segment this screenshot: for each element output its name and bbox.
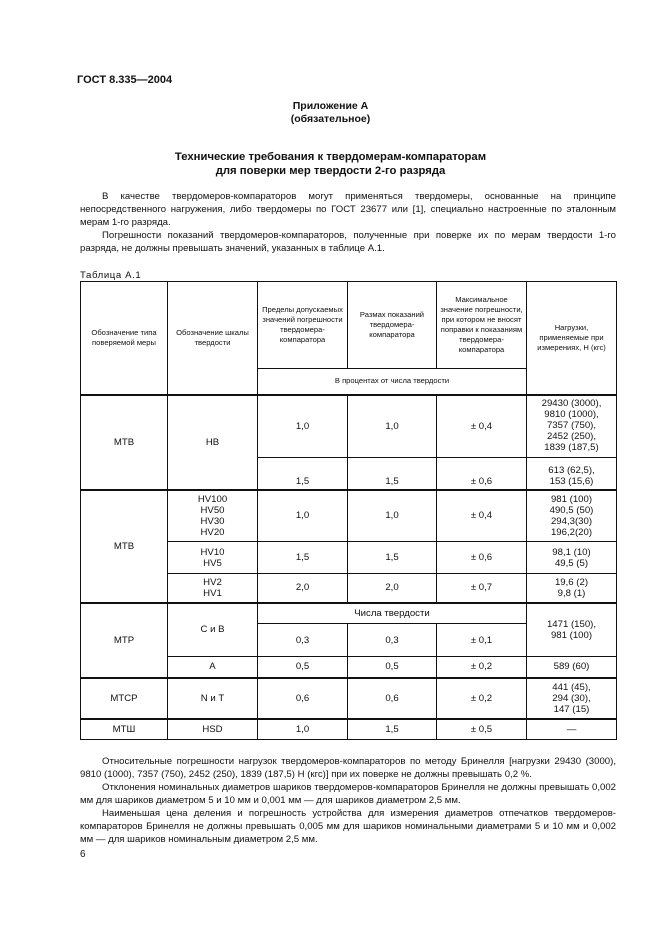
limit-cell: 1,0 (258, 490, 348, 542)
requirements-table (80, 281, 617, 740)
type-cell: МТСР (81, 678, 168, 719)
appendix-title: Приложение А (292, 100, 369, 112)
header-range: Размах показаний твердомера-компаратора (348, 282, 437, 369)
limit-cell: 2,0 (258, 574, 348, 603)
appendix-status: (обязательное) (290, 113, 371, 125)
scale-cell: А (168, 657, 258, 678)
range-cell: 1,5 (348, 542, 437, 574)
max-error-cell: ± 0,1 (437, 624, 527, 657)
document-standard-header: ГОСТ 8.335—2004 (77, 74, 173, 86)
section-title-line2: для поверки мер твердости 2-го разряда (215, 165, 446, 177)
section-title-line1: Технические требования к твердомерам-компараторам (174, 151, 487, 163)
intro-paragraph-2: Погрешности показаний твердомеров-компараторов, полученные при поверке их по мерам твердости 1-го разряда, не должны превышать значений, указанных в таблице А.1. (80, 230, 616, 254)
max-error-cell: ± 0,2 (437, 657, 527, 678)
unit-numbers: Числа твердости (258, 603, 527, 624)
header-scale: Обозначение шкалы твердости (168, 282, 258, 395)
scale-cell: N и T (168, 678, 258, 719)
loads-cell: 98,1 (10) 49,5 (5) (527, 542, 617, 574)
header-max-error: Максимальное значение погрешности, при котором не вносят поправки к показаниям твердомера-компаратора (437, 282, 527, 369)
table-row (81, 603, 617, 624)
header-loads: Нагрузки, применяемые при измерениях, Н (кгс) (527, 282, 617, 395)
type-cell: МТВ (81, 490, 168, 603)
header-type: Обозначение типа поверяемой меры (81, 282, 168, 395)
limit-cell: 1,5 (258, 458, 348, 490)
range-cell: 0,3 (348, 624, 437, 657)
table-row (81, 678, 617, 719)
range-cell: 1,0 (348, 395, 437, 458)
note-paragraph-1: Относительные погрешности нагрузок твердомеров-компараторов по методу Бринелля [нагрузки 29430 (3000), 9810 (1000), 7357 (750), 2452 (250), 1839 (187,5) Н (кгс)] при их поверке не должны превышать 0,2 %. (80, 756, 616, 780)
limit-cell: 1,0 (258, 395, 348, 458)
range-cell: 1,5 (348, 458, 437, 490)
range-cell: 0,5 (348, 657, 437, 678)
scale-cell: С и В (168, 603, 258, 657)
max-error-cell: ± 0,2 (437, 678, 527, 719)
max-error-cell: ± 0,4 (437, 490, 527, 542)
range-cell: 0,6 (348, 678, 437, 719)
type-cell: МТР (81, 603, 168, 678)
type-cell: МТШ (81, 719, 168, 740)
table-caption: Таблица А.1 (80, 270, 142, 281)
table-row (81, 719, 617, 740)
note-paragraph-2: Отклонения номинальных диаметров шариков твердомеров-компараторов Бринелля не должны превышать 0,002 мм для шариков диаметром 5 и 10 мм и 0,001 мм — для шариков диаметром 2,5 мм. (80, 782, 616, 806)
max-error-cell: ± 0,6 (437, 458, 527, 490)
unit-percent: В процентах от числа твердости (258, 369, 527, 395)
limit-cell: 0,3 (258, 624, 348, 657)
loads-cell: 613 (62,5), 153 (15,6) (527, 458, 617, 490)
range-cell: 1,0 (348, 490, 437, 542)
limit-cell: 0,5 (258, 657, 348, 678)
table-row (81, 490, 617, 542)
limit-cell: 0,6 (258, 678, 348, 719)
type-cell: МТВ (81, 395, 168, 490)
range-cell: 1,5 (348, 719, 437, 740)
max-error-cell: ± 0,4 (437, 395, 527, 458)
table-header-row (81, 282, 617, 369)
max-error-cell: ± 0,6 (437, 542, 527, 574)
page-number: 6 (80, 849, 86, 860)
table-row (81, 395, 617, 458)
scale-cell: HV10 HV5 (168, 542, 258, 574)
limit-cell: 1,0 (258, 719, 348, 740)
max-error-cell: ± 0,5 (437, 719, 527, 740)
scale-cell: HV2 HV1 (168, 574, 258, 603)
loads-cell: 981 (100) 490,5 (50) 294,3(30) 196,2(20) (527, 490, 617, 542)
scale-cell: HB (168, 395, 258, 490)
loads-cell: 441 (45), 294 (30), 147 (15) (527, 678, 617, 719)
loads-cell: 1471 (150), 981 (100) (527, 603, 617, 657)
loads-cell: 589 (60) (527, 657, 617, 678)
header-limits: Пределы допускаемых значений погрешности твердомера-компаратора (258, 282, 348, 369)
loads-cell: — (527, 719, 617, 740)
note-paragraph-3: Наименьшая цена деления и погрешность устройства для измерения диаметров отпечатков твердомеров-компараторов Бринелля не должны превышать 0,005 мм для шариков номинальными диаметрами 5 и 10 мм и 0,002 мм — для шариков номинальным диаметром 2,5 мм. (80, 808, 616, 845)
range-cell: 2,0 (348, 574, 437, 603)
loads-cell: 29430 (3000), 9810 (1000), 7357 (750), 2452 (250), 1839 (187,5) (527, 395, 617, 458)
max-error-cell: ± 0,7 (437, 574, 527, 603)
limit-cell: 1,5 (258, 542, 348, 574)
scale-cell: HV100 HV50 HV30 HV20 (168, 490, 258, 542)
intro-paragraph-1: В качестве твердомеров-компараторов могут применяться твердомеры, основанные на принципе непосредственного нагружения, либо твердомеры по ГОСТ 23677 или [1], специально настроенные по эталонным мерам 1-го разряда. (80, 191, 616, 228)
loads-cell: 19,6 (2) 9,8 (1) (527, 574, 617, 603)
scale-cell: HSD (168, 719, 258, 740)
